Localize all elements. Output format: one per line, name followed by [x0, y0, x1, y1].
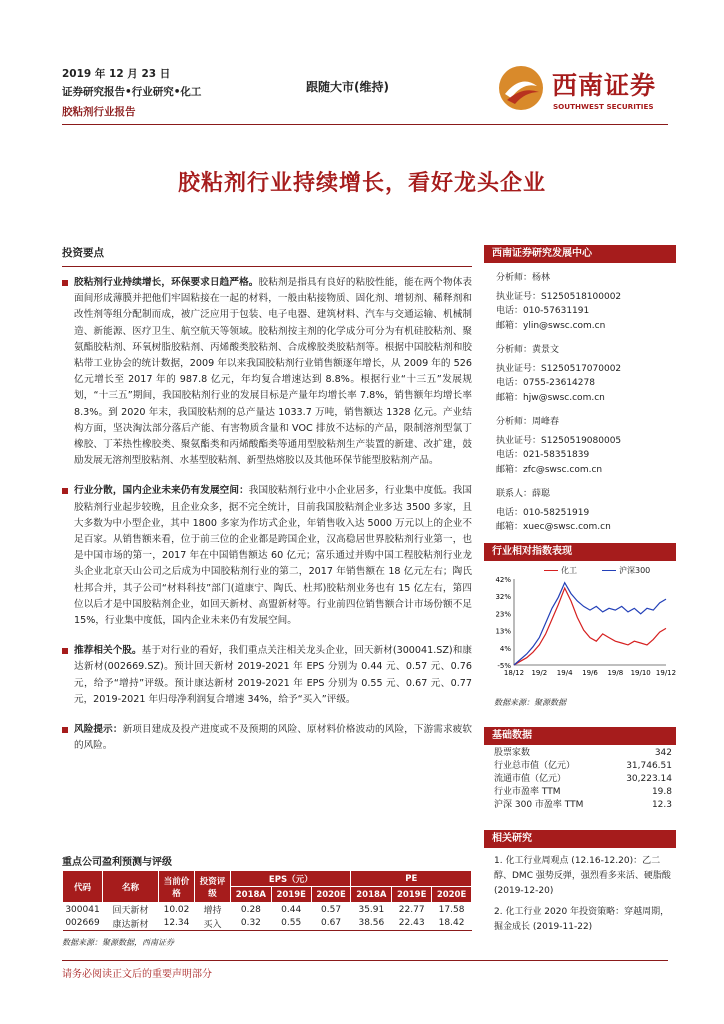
- col-rating: 投资评级: [195, 871, 231, 903]
- col-year: 2019E: [392, 887, 432, 903]
- basic-data-value: 342: [654, 748, 672, 758]
- cell: 0.32: [240, 918, 261, 929]
- series-line-hs300: [514, 583, 666, 665]
- cell: 300041: [65, 904, 100, 915]
- y-tick-label: 13%: [495, 627, 511, 636]
- forecast-table: [62, 870, 472, 931]
- investment-heading: 投资要点: [62, 247, 104, 259]
- cell: 10.02: [163, 904, 190, 915]
- col-year: 2020E: [311, 887, 351, 903]
- x-tick-label: 19/4: [556, 669, 573, 677]
- analyst-cert: 执业证号：S1250518100002: [496, 291, 622, 302]
- point-fragmented: [62, 483, 472, 629]
- analyst-cert: 执业证号：S1250517070002: [496, 363, 622, 374]
- cell: 22.43: [398, 918, 425, 929]
- point-body: 我国胶粘剂行业中小企业居多，行业集中度低。我国胶粘剂行业起步较晚，且企业众多，据不完全统计，目前我国胶粘剂企业多达 3500 多家，且大多数为中小型企业，其中 1800 多家为作坊式企业，年销售收入达 5000 万元以上的企业不足百家。从销售额来看，位于前三位的企业都是跨国企业，汉高稳居世界胶粘剂行业第一，也是中国市场的第一，2017 年在中国销售额达 60 亿元；富乐通过并购中国工程胶粘剂行业龙头企业北京天山公司之后成为中国胶粘剂行业的第二，2017 年销售额在 18 亿元左右；陶氏杜邦合并，其子公司“材料科技”部门(道康宁、陶氏、杜邦)胶粘剂业务也有 15 亿左右，第四位以后才是中国胶粘剂企业，如回天新材、高盟新材等。行业前四位销售额合计市场份额不足 15%，行业集中度低，国内企业未来仍有发展空间。: [74, 485, 473, 627]
- report-date: 2019 年 12 月 23 日: [62, 68, 171, 80]
- cell: 买入: [203, 919, 222, 930]
- cell: 38.56: [358, 918, 385, 929]
- x-tick-label: 19/8: [607, 669, 624, 677]
- legend-chem-label: 化工: [561, 566, 577, 575]
- basic-data-row: [484, 747, 676, 760]
- investment-rule: [62, 266, 472, 267]
- basic-data-row: [484, 799, 676, 812]
- analyst-cert: 执业证号：S1250519080005: [496, 435, 622, 446]
- point-lead: 胶粘剂行业持续增长，环保要求日趋严格。: [74, 277, 259, 288]
- analyst-mail: 邮箱：zfc@swsc.com.cn: [496, 464, 603, 475]
- x-tick-label: 19/6: [582, 669, 598, 677]
- point-risk: [62, 722, 472, 754]
- contact-role: 联系人：薛聪: [496, 489, 551, 499]
- col-year: 2018A: [231, 887, 272, 903]
- contact-mail: 邮箱：xuec@swsc.com.cn: [496, 522, 611, 532]
- x-tick-label: 19/10: [630, 669, 651, 677]
- basic-data-label: 股票家数: [494, 748, 531, 758]
- chart-axes: [514, 579, 666, 665]
- basic-data-label: 流通市值（亿元）: [494, 774, 567, 784]
- investment-section: [62, 245, 472, 754]
- footer-rule: [62, 960, 668, 961]
- analyst-block: [496, 343, 676, 405]
- index-chart: [484, 565, 676, 685]
- forecast-table-title: 重点公司盈利预测与评级: [62, 857, 172, 868]
- header-rule: [62, 124, 668, 125]
- point-body: 胶粘剂是指具有良好的粘胶性能，能在两个物体表面间形成薄膜并把他们牢固粘接在一起的材料，一般由粘接物质、固化剂、增韧剂、稀释剂和改性剂等组分配制而成，被广泛应用于包装、电子电器、建筑材料、汽车与交通运输、机械制造、新能源、医疗卫生、航空航天等领域。胶粘剂按主剂的化学成分可分为有机硅胶粘剂、聚氨酯胶粘剂、环氧树脂胶粘剂、丙烯酸类胶粘剂、合成橡胶类胶粘剂等。根据中国胶粘剂和胶粘带工业协会的统计数据，2009 年以来我国胶粘剂行业销售额逐年增长，从 2009 年的 526 亿元增长至 2017 年的 987.8 亿元，年均复合增速达到 8.8%。根据行业“十三五”发展规划，“十三五”期间，我国胶粘剂行业的发展目标是产量年均增长率 7.8%，销售额年均增长率 8.3%。到 2020 年末，我国胶粘剂的总产量达 1033.7 万吨，销售额达 1328 亿元。产业结构方面，坚决淘汰部分落后产能、有害物质含量和 VOC 排放不达标的产品，限制溶剂型氯丁橡胶、丁苯热性橡胶类、聚氨酯类和丙烯酸酯类等通用型胶粘剂生产装置的新建、改扩建，鼓励发展无溶剂型胶粘剂、水基型胶粘剂、新型热熔胶以及其他环保节能型胶粘剂产品。: [74, 277, 473, 467]
- report-name: 胶粘剂行业报告: [62, 106, 136, 118]
- y-tick-label: 42%: [495, 576, 511, 584]
- cell: 0.55: [281, 918, 302, 929]
- logo-text-cn: 西南证券: [552, 71, 657, 100]
- col-eps: EPS（元）: [231, 871, 351, 887]
- basic-data-row: [484, 760, 676, 773]
- col-year: 2018A: [351, 887, 392, 903]
- basic-data-panel: [484, 727, 676, 812]
- cell: 0.28: [240, 904, 261, 915]
- analyst-tel: 电话：021-58351839: [496, 450, 590, 460]
- basic-data-label: 行业市盈率 TTM: [494, 787, 561, 797]
- report-title: 胶粘剂行业持续增长，看好龙头企业: [177, 171, 546, 196]
- cell: 22.77: [398, 904, 425, 915]
- basic-data-row: [484, 786, 676, 799]
- logo-text-en: SOUTHWEST SECURITIES: [553, 102, 654, 111]
- basic-data-row: [484, 773, 676, 786]
- basic-data-value: 31,746.51: [626, 761, 672, 771]
- analyst-block: [496, 415, 676, 477]
- rating-label: 跟随大市(维持): [306, 80, 389, 94]
- chart-source: 数据来源：聚源数据: [494, 698, 566, 707]
- related-item[interactable]: 1. 化工行业周观点 (12.16-12.20)：乙二醇、DMC 强势反弹，强烈看多来活、硬脂酸 (2019-12-20): [494, 856, 671, 896]
- analyst-tel: 电话：010-57631191: [496, 306, 590, 316]
- related-item[interactable]: 2. 化工行业 2020 年投资策略：穿越周期，掘金成长 (2019-11-22): [494, 907, 670, 932]
- contact-block: [496, 487, 676, 535]
- basic-data-value: 12.3: [651, 800, 672, 810]
- legend-hs300-label: 沪深300: [619, 566, 651, 575]
- point-recommend: [62, 643, 472, 708]
- company-logo-icon: [497, 64, 545, 112]
- col-year: 2019E: [271, 887, 311, 903]
- y-tick-label: 32%: [495, 593, 511, 602]
- index-chart-panel: [484, 543, 676, 708]
- analyst-mail: 邮箱：hjw@swsc.com.cn: [496, 392, 605, 403]
- point-lead: 行业分散，国内企业未来仍有发展空间：: [74, 485, 249, 497]
- analyst-mail: 邮箱：ylin@swsc.com.cn: [496, 320, 606, 331]
- point-lead: 风险提示：: [74, 724, 123, 736]
- related-heading: 相关研究: [484, 830, 676, 848]
- analyst-heading: 西南证券研究发展中心: [484, 245, 676, 263]
- series-line-chem: [514, 588, 666, 665]
- related-panel: [484, 830, 676, 935]
- basic-data-label: 沪深 300 市盈率 TTM: [494, 800, 584, 810]
- cell: 康达新材: [112, 919, 149, 930]
- table-source: 数据来源：聚源数据，西南证券: [62, 938, 174, 947]
- analyst-panel: [484, 245, 676, 535]
- point-body: 新项目建成及投产进度或不及预期的风险、原材料价格波动的风险，下游需求疲软的风险。: [74, 724, 473, 752]
- x-tick-label: 18/12: [503, 669, 525, 677]
- analyst-role: 分析师：黄景文: [496, 345, 560, 355]
- y-tick-label: 4%: [499, 644, 511, 653]
- cell: 回天新材: [112, 906, 149, 917]
- cell: 12.34: [163, 918, 190, 929]
- cell: 0.57: [321, 904, 342, 915]
- basic-data-heading: 基础数据: [484, 727, 676, 745]
- col-code: 代码: [63, 871, 103, 903]
- index-chart-heading: 行业相对指数表现: [484, 543, 676, 561]
- y-tick-label: 23%: [495, 610, 511, 619]
- col-price: 当前价格: [159, 871, 195, 903]
- basic-data-value: 19.8: [651, 787, 672, 797]
- point-industry-growth: [62, 275, 472, 469]
- analyst-tel: 电话：0755-23614278: [496, 378, 595, 388]
- analyst-role: 分析师：杨林: [496, 273, 551, 283]
- basic-data-value: 30,223.14: [626, 774, 672, 784]
- x-tick-label: 19/12: [655, 669, 676, 677]
- cell: 增持: [203, 906, 222, 917]
- footer-note: 请务必阅读正文后的重要声明部分: [62, 969, 212, 980]
- analyst-role: 分析师：周峰春: [496, 417, 560, 427]
- report-type: 证券研究报告•行业研究•化工: [62, 86, 202, 98]
- y-tick-label: -5%: [497, 662, 511, 670]
- col-year: 2020E: [432, 887, 472, 903]
- basic-data-label: 行业总市值（亿元）: [494, 761, 576, 771]
- table-row: [63, 917, 472, 931]
- col-pe: PE: [351, 871, 472, 887]
- table-row: [63, 903, 472, 917]
- analyst-block: [496, 271, 676, 333]
- cell: 17.58: [438, 904, 465, 915]
- cell: 18.42: [438, 918, 465, 929]
- cell: 002669: [65, 918, 100, 929]
- point-body: 基于对行业的看好，我们重点关注相关龙头企业，回天新材(300041.SZ)和康达新材(002669.SZ)。预计回天新材 2019-2021 年 EPS 分别为 0.44 元、0.57 元、0.76 元，给予“增持”评级。预计康达新材 2019-2021 年 EPS 分别为 0.55 元、0.67 元、0.77 元，2019-2021 年归母净利润复合增速 34%，给予“买入”评级。: [74, 645, 472, 705]
- contact-tel: 电话：010-58251919: [496, 507, 590, 518]
- cell: 0.67: [321, 918, 342, 929]
- x-tick-label: 19/2: [531, 669, 548, 677]
- cell: 35.91: [358, 904, 385, 915]
- point-lead: 推荐相关个股。: [74, 645, 142, 657]
- col-name: 名称: [103, 871, 159, 903]
- cell: 0.44: [281, 904, 302, 915]
